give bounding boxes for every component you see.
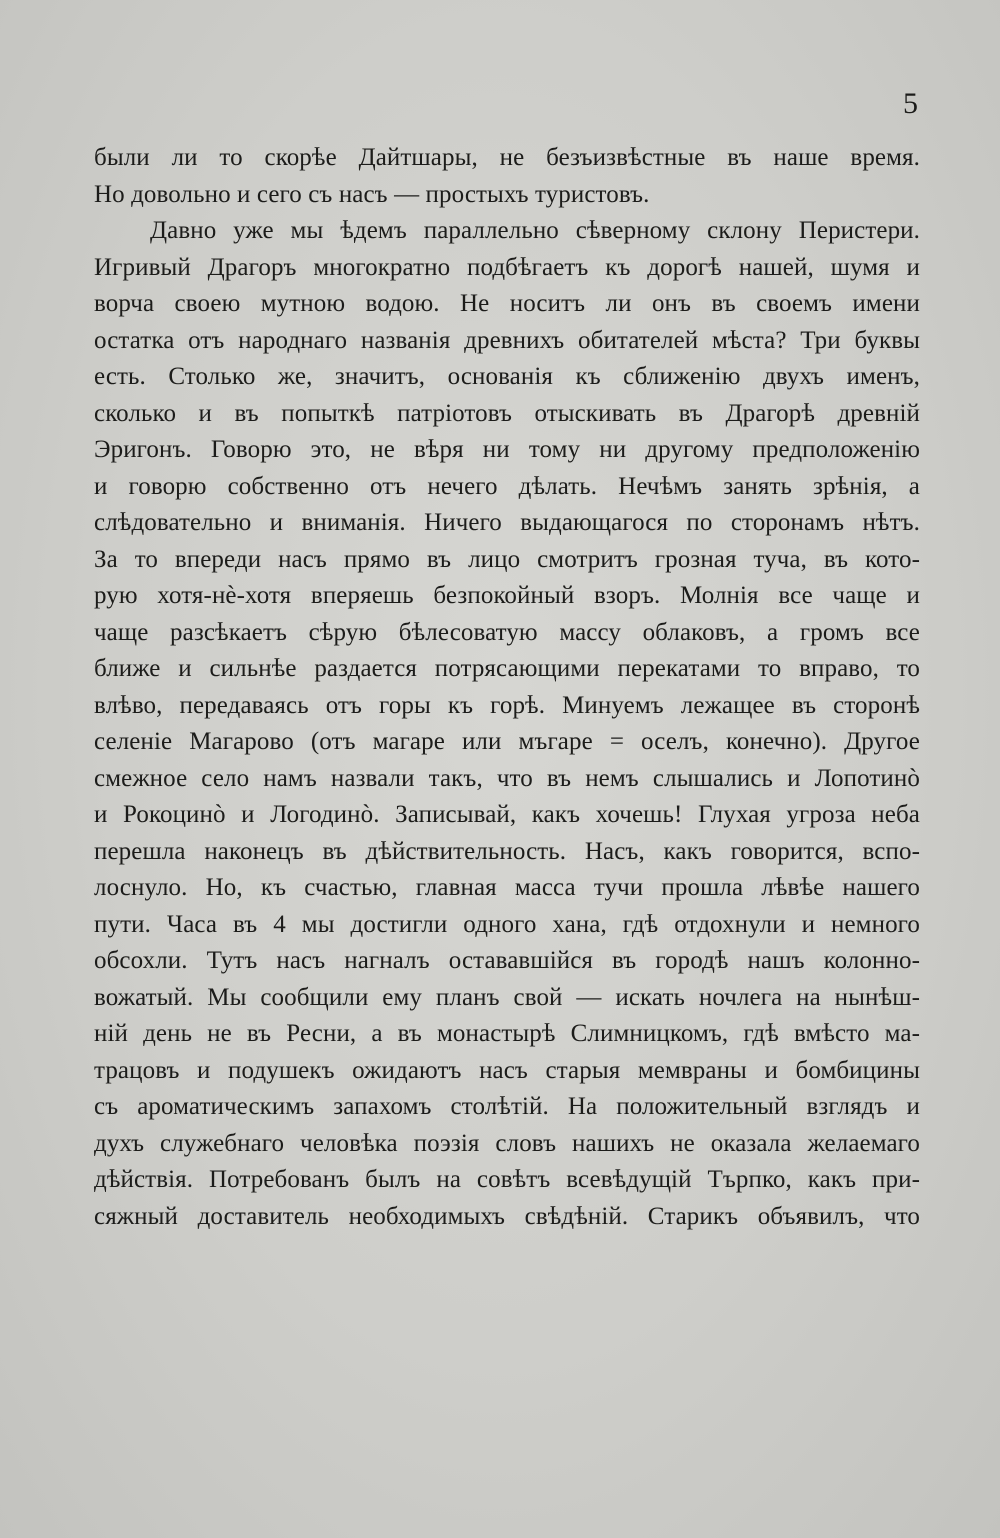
- text-line: ближе и сильнѣе раздается потрясающими перекатами то вправо, то: [94, 655, 920, 682]
- text-line: трацовъ и подушекъ ожидаютъ насъ старыя мемвраны и бомбицины: [94, 1056, 920, 1084]
- text-line: селеніе Магарово (отъ магаре или мъгаре = оселъ, конечно). Другое: [94, 728, 920, 755]
- text-line: смежное село намъ назвали такъ, что въ немъ слышались и Лопотинò: [94, 764, 920, 792]
- text-line: дѣйствія. Потребованъ былъ на совѣтъ всевѣдущій Търпко, какъ при-: [94, 1166, 920, 1193]
- text-line: духъ служебнаго человѣка поэзія словъ нашихъ не оказала желаемаго: [94, 1129, 920, 1157]
- body-text: [94, 140, 920, 1235]
- text-line: перешла наконецъ въ дѣйствительность. Насъ, какъ говорится, вспо-: [94, 837, 920, 865]
- text-line: Давно уже мы ѣдемъ параллельно сѣверному склону Перистери.: [150, 217, 920, 244]
- text-line: ворча своею мутною водою. Не носитъ ли онъ въ своемъ имени: [94, 290, 920, 317]
- text-line: влѣво, передаваясь отъ горы къ горѣ. Минуемъ лежащее въ сторонѣ: [94, 691, 920, 719]
- text-line: ній день не въ Ресни, а въ монастырѣ Слимницкомъ, гдѣ вмѣсто ма-: [94, 1020, 920, 1047]
- text-line: Эригонъ. Говорю это, не вѣря ни тому ни другому предположенію: [94, 436, 920, 463]
- text-line: пути. Часа въ 4 мы достигли одного хана, гдѣ отдохнули и немного: [94, 910, 920, 938]
- text-line: За то впереди насъ прямо въ лицо смотритъ грозная туча, въ кото-: [94, 545, 920, 573]
- text-line: и Рокоцинò и Логодинò. Записывай, какъ хочешь! Глухая угроза неба: [94, 801, 920, 828]
- text-line: сяжный доставитель необходимыхъ свѣдѣній. Старикъ объявилъ, что: [94, 1202, 920, 1230]
- text-line: лоснуло. Но, къ счастью, главная масса тучи прошла лѣвѣе нашего: [94, 874, 920, 901]
- text-line: вожатый. Мы сообщили ему планъ свой — искать ночлега на нынѣш-: [94, 983, 920, 1011]
- text-line: слѣдовательно и вниманія. Ничего выдающагося по сторонамъ нѣтъ.: [94, 509, 920, 536]
- text-line: остатка отъ народнаго названія древнихъ обитателей мѣста? Три буквы: [94, 326, 920, 354]
- text-line: и говорю собственно отъ нечего дѣлать. Нечѣмъ занять зрѣнія, а: [94, 472, 920, 500]
- text-line: съ ароматическимъ запахомъ столѣтій. На положительный взглядъ и: [94, 1093, 920, 1120]
- text-line: обсохли. Тутъ насъ нагналъ остававшійся въ городѣ нашъ колонно-: [94, 947, 920, 974]
- text-line: сколько и въ попыткѣ патріотовъ отыскивать въ Драгорѣ древній: [94, 399, 920, 427]
- text-line: есть. Столько же, значитъ, основанія къ сближенію двухъ именъ,: [94, 363, 920, 390]
- page-number: 5: [903, 87, 918, 120]
- text-line: рую хотя-нѐ-хотя вперяешь безпокойный взоръ. Молнія все чаще и: [94, 582, 920, 609]
- text-line: Но довольно и сего съ насъ — простыхъ туристовъ.: [94, 180, 650, 208]
- text-line: Игривый Драгоръ многократно подбѣгаетъ къ дорогѣ нашей, шумя и: [94, 253, 920, 281]
- text-line: были ли то скорѣе Дайтшары, не безъизвѣстные въ наше время.: [94, 144, 920, 171]
- text-line: чаще разсѣкаетъ сѣрую бѣлесоватую массу облаковъ, а громъ все: [94, 618, 920, 646]
